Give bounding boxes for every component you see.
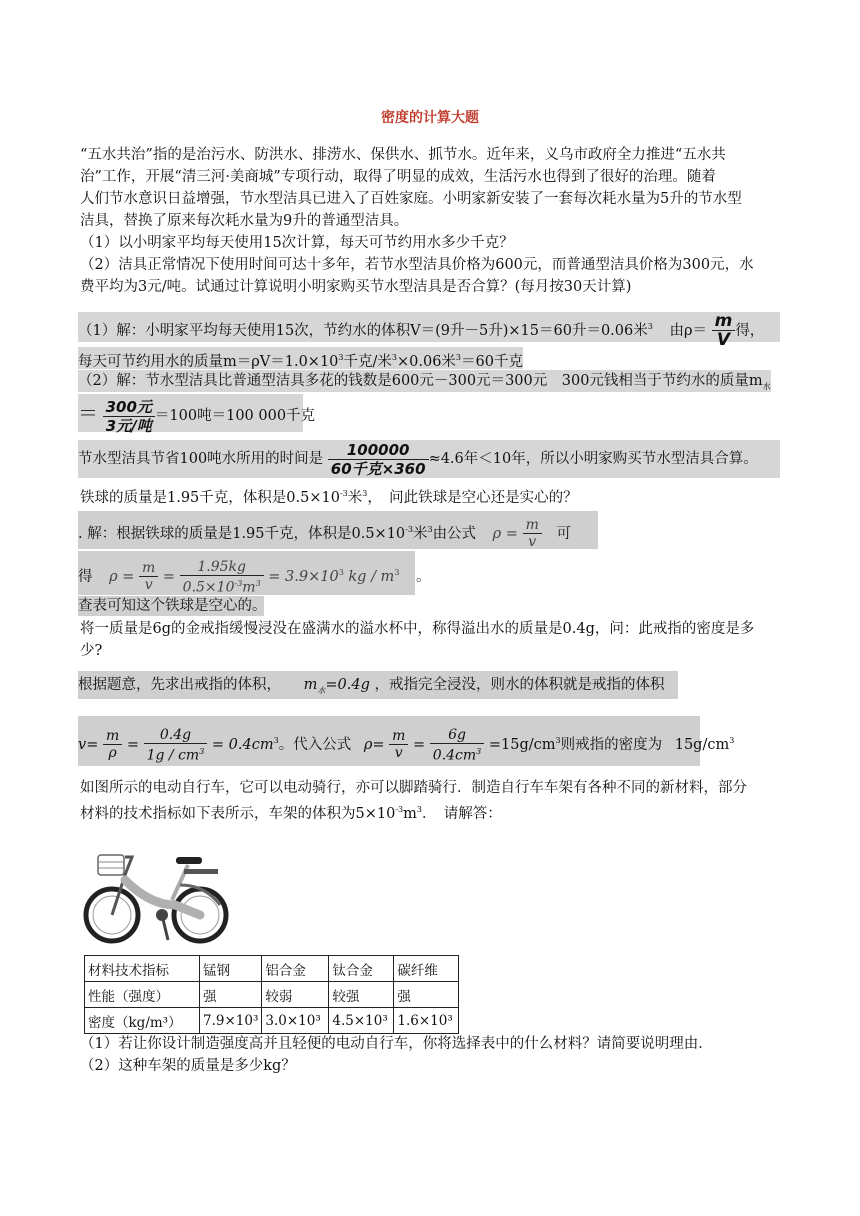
problem2-answer-line2: 得 ρ = $\frac{m}{v}$ = $\frac{1.95kg}{0.5\times 10^{-3}m^3}$ = $3.9\times 10^3$ kg / $m^3$ 。: [78, 551, 415, 595]
unit-text: 千克/米: [343, 353, 392, 370]
table-cell: 锰钢: [200, 956, 262, 982]
problem3-answer-line2: v= $\frac{m}{\rho}$ = $\frac{0.4g}{1g / cm^3}$ = $0.4cm^3$。代入公式 ρ= $\frac{m}{v}$ = $\frac{6g}{0.4cm^3}$ $=15g/cm^3$则戒指的密度为 $15g/cm^3$: [78, 716, 700, 766]
intro-line: “五水共治”指的是治污水、防洪水、排涝水、保供水、抓节水。近年来，义乌市政府全力推进“五水共: [80, 147, 726, 163]
result-text: ＝60千克: [461, 353, 523, 370]
table-cell: 4.5×10³: [329, 1008, 394, 1034]
page-title: 密度的计算大题: [381, 110, 479, 126]
answer1-text: （1）解：小明家平均每天使用15次，节约水的体积V＝(9升－5升)×15＝60升＝0.06米: [78, 322, 648, 339]
table-cell: 碳纤维: [394, 956, 459, 982]
table-cell: 强: [394, 982, 459, 1008]
answer-text: 根据题意，先求出戒指的体积，: [78, 677, 281, 693]
intro-line: 洁具，替换了原来每次耗水量为9升的普通型洁具。: [80, 213, 409, 229]
question-text: 铁球的质量是1.95千克，体积是0.5×10: [80, 489, 340, 506]
period: 。: [416, 568, 431, 585]
problem2-answer-line1: . 解：根据铁球的质量是1.95千克，体积是$0.5\times 10^{-3}$米$^3$由公式 ρ = $\frac{m}{v}$ 可: [78, 511, 598, 549]
fraction-m-over-V: $\frac{m}{V}$: [712, 312, 736, 349]
density-result: =15g/cm: [488, 736, 556, 753]
question-end: ． 请解答：: [421, 805, 502, 822]
density-unit: kg / m: [343, 568, 395, 585]
fraction-volume: $\frac{0.4g}{1g / cm^3}$: [144, 727, 208, 764]
question-1: （1）以小明家平均每天使用15次计算，每天可节约用水多少千克？: [80, 235, 514, 251]
table-cell: 密度（kg/m³）: [85, 1008, 200, 1034]
table-cell: 较强: [329, 982, 394, 1008]
continuation-text: 可: [556, 525, 571, 542]
fraction-density: $\frac{6g}{0.4cm^3}$: [430, 727, 484, 764]
answer2-conclusion: ≈4.6年＜10年，所以小明家购买节水型洁具合算。: [428, 451, 758, 467]
final-density: 15g/cm: [674, 736, 730, 753]
answer2-line2: [78, 394, 316, 435]
table-cell: 性能（强度）: [85, 982, 200, 1008]
table-row: [85, 956, 459, 982]
fraction-m-v: $\frac{m}{v}$: [389, 728, 408, 761]
answer-text: . 解：根据铁球的质量是1.95千克，体积是0.5×10: [78, 525, 406, 542]
problem4-subquestions: [80, 1033, 713, 1077]
formula-intro: 由公式: [432, 525, 477, 542]
problem2-conclusion: 查表可知这个铁球是空心的。: [78, 598, 267, 614]
table-cell: 1.6×10³: [394, 1008, 459, 1034]
v-equals: v=: [78, 736, 99, 753]
conclusion-text: 则戒指的密度为: [560, 736, 663, 753]
rho-equation: ρ =: [109, 568, 135, 585]
density-result: = 3.9×10: [268, 568, 339, 585]
problem3-question: [80, 618, 754, 662]
intro-line: 治”工作，开展“清三河·美商城”专项行动，取得了明显的成效，生活污水也得到了很好的治理。随着: [80, 169, 716, 185]
equals-sign: ＝: [78, 401, 98, 425]
answer1-rho: 由ρ＝: [669, 322, 707, 339]
table-row: [85, 982, 459, 1008]
rho-symbol: ρ =: [492, 525, 518, 542]
question-line: 如图所示的电动自行车，它可以电动骑行，亦可以脚踏骑行．制造自行车车架有各种不同的新材料，部分: [80, 780, 747, 796]
answer1-end: 得，: [735, 322, 765, 339]
problem4-question: 如图所示的电动自行车，它可以电动骑行，亦可以脚踏骑行．制造自行车车架有各种不同的新材料，部分 材料的技术指标如下表所示，车架的体积为$5\times 10^{-3}m^3$． 请解答：: [80, 777, 747, 825]
volume-text: ×0.06米: [396, 353, 456, 370]
table-cell: 强: [200, 982, 262, 1008]
problem2-question: 铁球的质量是1.95千克，体积是$0.5\times 10^{-3}$米$^3$， 问此铁球是空心还是实心的？: [80, 489, 578, 506]
table-cell: 3.0×10³: [262, 1008, 329, 1034]
unit-text: 米: [412, 525, 428, 542]
problem3-answer-line1: [78, 671, 678, 699]
answer2-result: ＝100吨＝100 000千克: [154, 408, 316, 424]
answer1-mass-text: 每天可节约用水的质量m＝ρV＝1.0×10: [78, 353, 339, 370]
de-text: 得: [78, 568, 93, 585]
question-line: 少?: [80, 643, 103, 659]
rho-equals: ρ=: [363, 736, 385, 753]
fraction-values: $\frac{1.95kg}{0.5\times 10^{-3}m^3}$: [180, 559, 264, 596]
answer-end: ，戒指完全浸没，则水的体积就是戒指的体积: [374, 677, 665, 693]
fraction-time: $\frac{100000}{\text{60千克×360}}$: [328, 441, 429, 478]
fraction-money-over-price: $\frac{\text{300元}}{\text{3元/吨}}$: [103, 398, 155, 435]
question-1: （1）若让你设计制造强度高并且轻便的电动自行车，你将选择表中的什么材料？请简要说明理由．: [80, 1036, 713, 1052]
answer2-text: （2）解：节水型洁具比普通型洁具多花的钱数是600元－300元＝300元 300元钱相当于节约水的质量m: [78, 373, 763, 389]
unit-text: 米: [347, 489, 363, 506]
fraction-m-over-v: $\frac{m}{v}$: [523, 517, 542, 550]
table-row: [85, 1008, 459, 1034]
table-cell: 铝合金: [262, 956, 329, 982]
volume-result: = 0.4cm: [211, 736, 274, 753]
question-2-line2: 费平均为3元/吨。试通过计算说明小明家购买节水型洁具是否合算？(每月按30天计算): [80, 279, 632, 295]
question-line: 将一质量是6g的金戒指缓慢浸没在盛满水的溢水杯中，称得溢出水的质量是0.4g，问：此戒指的密度是多: [80, 621, 755, 637]
problem1-intro: [80, 144, 754, 298]
intro-line: 人们节水意识日益增强，节水型洁具已进入了百姓家庭。小明家新安装了一套每次耗水量为5升的节水型: [80, 191, 742, 207]
question-2: （2）这种车架的质量是多少kg？: [80, 1058, 296, 1074]
answer1-line2: 每天可节约用水的质量$m=\rho V=1.0\times 10^3$千克/米$^3$×0.06米$^3$＝60千克: [78, 347, 523, 369]
question-2-line1: （2）洁具正常情况下使用时间可达十多年，若节水型洁具价格为600元，而普通型洁具价格为300元，水: [80, 257, 754, 273]
table-cell: 较弱: [262, 982, 329, 1008]
answer1-line1: （1）解：小明家平均每天使用15次，节约水的体积V＝(9升－5升)×15＝60升＝0.06米$^3$ 由ρ＝ $\frac{m}{V}$ 得，: [78, 312, 780, 342]
fraction-m-rho: $\frac{m}{\rho}$: [103, 728, 122, 761]
question-end: ， 问此铁球是空心还是实心的？: [367, 489, 578, 506]
table-cell: 材料技术指标: [85, 956, 200, 982]
substitution-text: 。代入公式: [278, 736, 352, 753]
answer2-line3: [78, 440, 780, 478]
table-cell: 7.9×10³: [200, 1008, 262, 1034]
answer2-time-text: 节水型洁具节省100吨水所用的时间是: [78, 451, 324, 467]
electric-bicycle-icon: [80, 845, 230, 950]
unit-text: m: [403, 805, 417, 822]
fraction-m-v: $\frac{m}{v}$: [139, 560, 158, 593]
mass-water: $m_水=0.4g$: [303, 677, 370, 695]
question-line: 材料的技术指标如下表所示，车架的体积为5×10: [80, 805, 396, 822]
water-subscript: 水: [762, 381, 771, 391]
table-cell: 钛合金: [329, 956, 394, 982]
answer2-line1: [78, 370, 771, 392]
materials-table: [84, 955, 459, 1034]
